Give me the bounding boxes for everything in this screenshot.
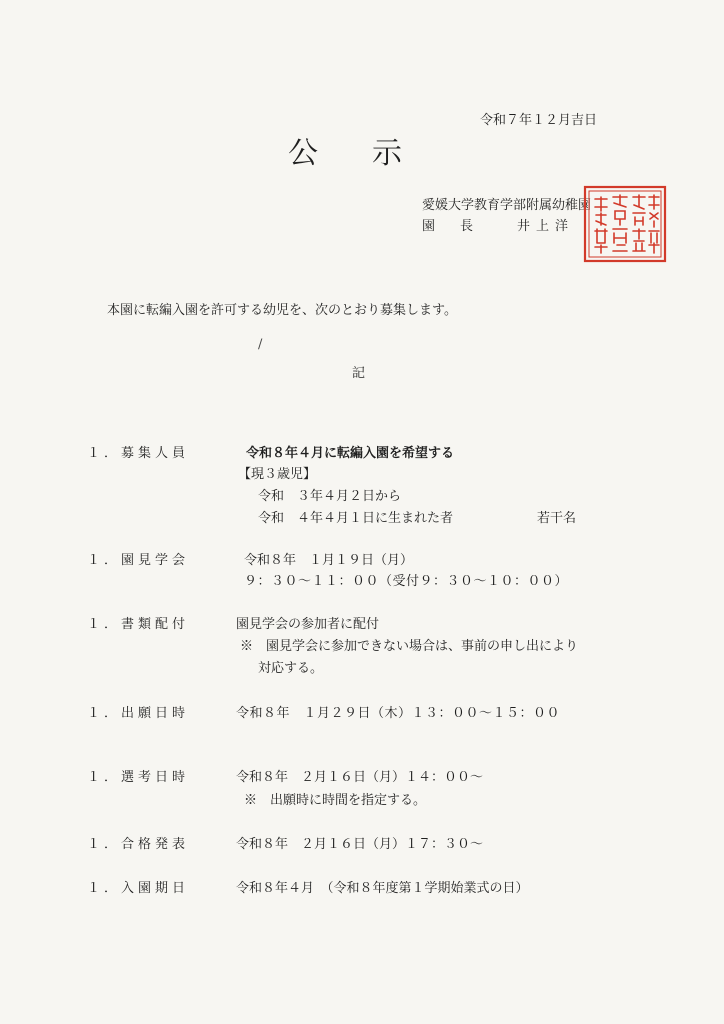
ki-marker: 記 — [352, 366, 366, 381]
section-open-house-line: ９：３０～１１：００（受付９：３０～１０：００） — [244, 574, 569, 589]
section-recruitment-line: 【現３歳児】 — [238, 467, 317, 482]
section-distribution-line: ※ 園見学会に参加できない場合は、事前の申し出により — [240, 639, 579, 654]
section-selection-line: 令和８年 ２月１６日（月）１４：００～ — [236, 770, 484, 785]
recruitment-count: 若干名 — [537, 511, 577, 526]
stray-mark: / — [258, 337, 263, 352]
section-selection-line: ※ 出願時に時間を指定する。 — [244, 793, 427, 808]
section-recruitment-line: 令和 ３年４月２日から — [258, 489, 402, 504]
intro-text: 本園に転編入園を許可する幼児を、次のとおり募集します。 — [107, 303, 457, 318]
section-label-selection-datetime: １．選考日時 — [87, 770, 190, 785]
section-recruitment-line: 令和 ４年４月１日に生まれた者 — [258, 511, 454, 526]
section-label-results-announcement: １．合格発表 — [87, 837, 190, 852]
section-distribution-line: 園見学会の参加者に配付 — [236, 617, 380, 632]
section-results-line: 令和８年 ２月１６日（月）１７：３０～ — [236, 837, 484, 852]
document-title: 公示 — [288, 136, 456, 171]
section-application-line: 令和８年 １月２９日（木）１３：００～１５：００ — [236, 706, 561, 721]
official-seal-stamp — [581, 183, 669, 265]
section-distribution-line: 対応する。 — [258, 661, 324, 676]
section-label-admission-date: １．入園期日 — [87, 881, 190, 896]
issuer-name: 園 長 井上洋 — [422, 219, 575, 234]
section-recruitment-line: 令和８年４月に転編入園を希望する — [246, 446, 455, 461]
issuer-organization: 愛媛大学教育学部附属幼稚園 — [422, 198, 592, 213]
section-label-document-distribution: １．書類配付 — [87, 617, 190, 632]
section-label-open-house: １．園見学会 — [87, 553, 190, 568]
section-label-application-datetime: １．出願日時 — [87, 706, 190, 721]
issue-date: 令和７年１２月吉日 — [480, 113, 598, 128]
section-label-recruitment: １．募集人員 — [87, 446, 190, 461]
section-open-house-line: 令和８年 １月１９日（月） — [244, 553, 414, 568]
section-admission-line: 令和８年４月 （令和８年度第１学期始業式の日） — [236, 881, 529, 896]
